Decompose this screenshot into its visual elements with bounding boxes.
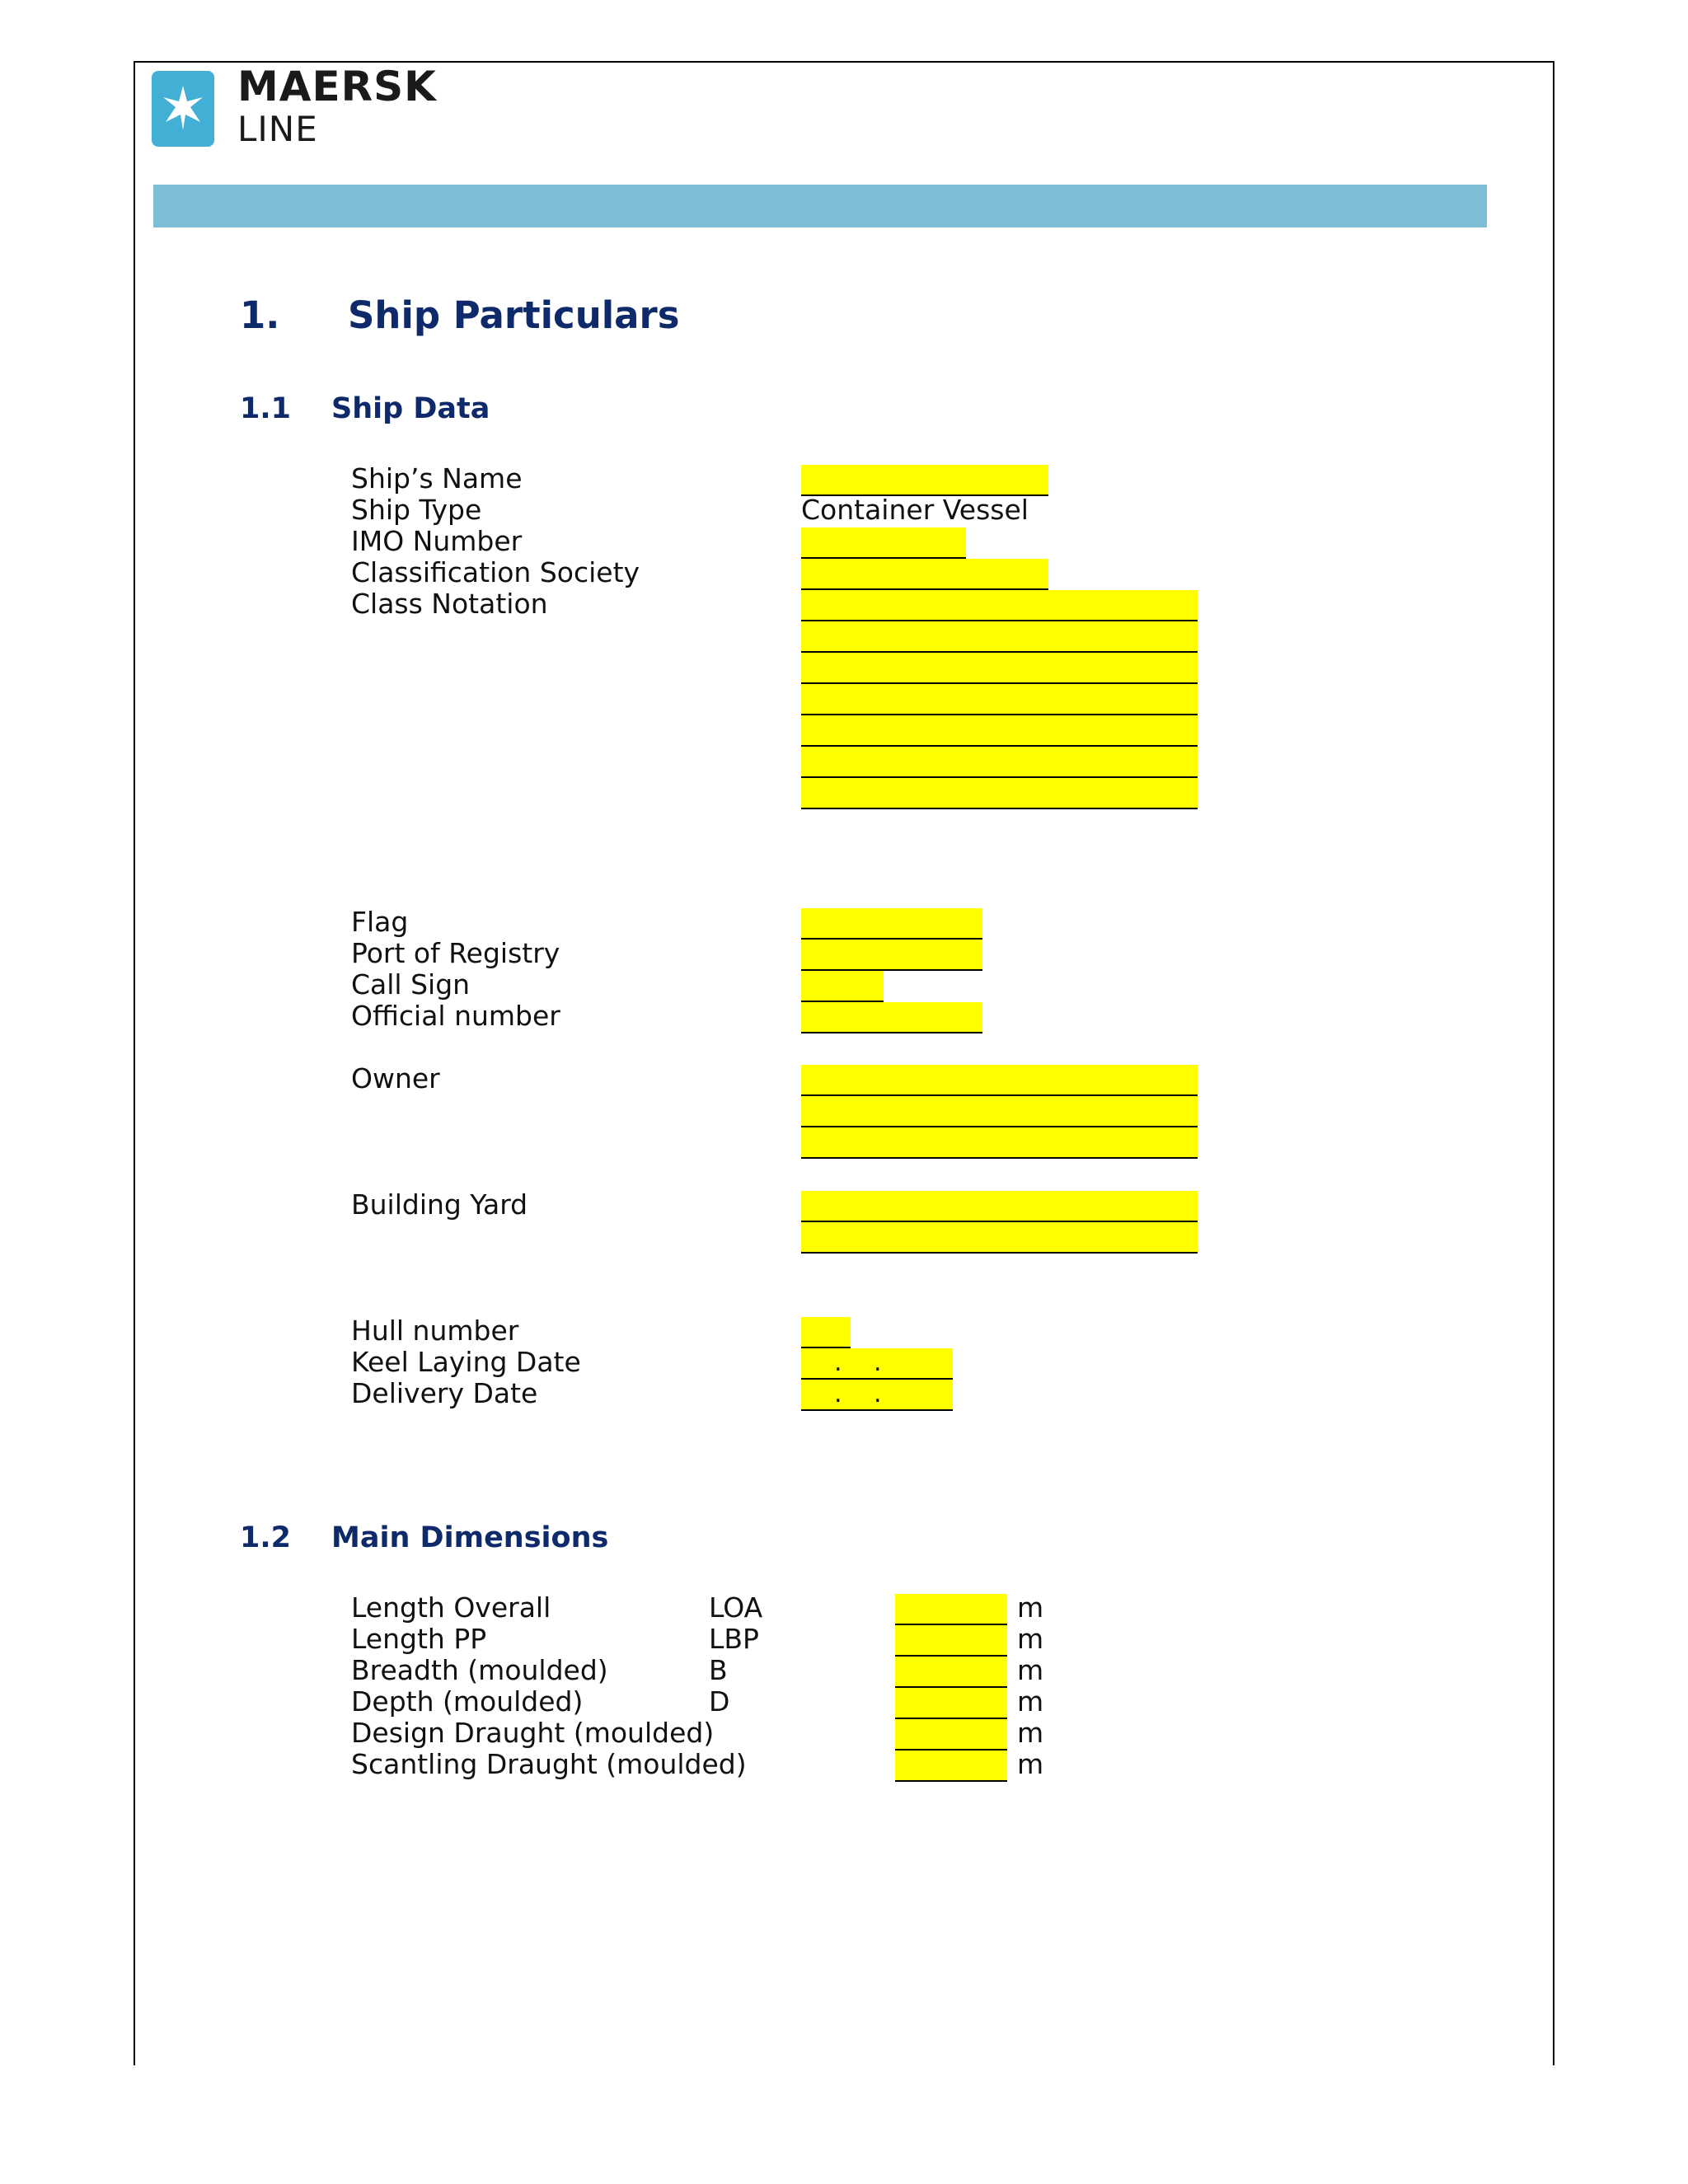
- subsection-number-ship-data: 1.1: [240, 392, 292, 425]
- delivery-date-field[interactable]: [801, 1380, 953, 1411]
- label-keel-laying-date: Keel Laying Date: [351, 1346, 581, 1378]
- call-sign-field[interactable]: [801, 971, 884, 1002]
- unit-lbp: m: [1017, 1623, 1044, 1655]
- breadth-field[interactable]: [895, 1657, 1007, 1688]
- label-classification-society: Classification Society: [351, 556, 640, 588]
- building-yard-field-2[interactable]: [801, 1222, 1198, 1254]
- date-separator: .: [874, 1380, 882, 1408]
- imo-number-field[interactable]: [801, 527, 966, 559]
- label-breadth: Breadth (moulded): [351, 1654, 608, 1686]
- class-notation-field-5[interactable]: [801, 715, 1198, 747]
- label-class-notation: Class Notation: [351, 588, 548, 620]
- label-flag: Flag: [351, 906, 409, 938]
- date-separator: .: [874, 1348, 882, 1377]
- keel-laying-date-field[interactable]: [801, 1348, 953, 1380]
- classification-society-field[interactable]: [801, 559, 1048, 590]
- page-frame: [134, 61, 1554, 2065]
- abbr-loa: LOA: [709, 1591, 763, 1624]
- brand-name: [237, 63, 437, 149]
- label-length-pp: Length PP: [351, 1623, 487, 1655]
- star-icon: [157, 82, 209, 135]
- class-notation-field-2[interactable]: [801, 621, 1198, 653]
- section-title: Ship Particulars: [348, 293, 680, 337]
- unit-loa: m: [1017, 1591, 1044, 1624]
- label-official-number: Official number: [351, 1000, 560, 1032]
- class-notation-field-3[interactable]: [801, 653, 1198, 684]
- scantling-draught-field[interactable]: [895, 1750, 1007, 1782]
- design-draught-field[interactable]: [895, 1719, 1007, 1750]
- owner-field-2[interactable]: [801, 1096, 1198, 1127]
- section-number: 1.: [240, 293, 280, 337]
- label-depth: Depth (moulded): [351, 1685, 584, 1718]
- maersk-star-logo: [152, 71, 214, 147]
- length-pp-field[interactable]: [895, 1625, 1007, 1657]
- date-separator: .: [834, 1348, 842, 1377]
- flag-field[interactable]: [801, 908, 982, 940]
- header-band: [153, 185, 1487, 227]
- unit-design-draught: m: [1017, 1717, 1044, 1749]
- label-hull-number: Hull number: [351, 1315, 519, 1347]
- abbr-d: D: [709, 1685, 730, 1718]
- subsection-title-ship-data: Ship Data: [331, 392, 490, 425]
- label-design-draught: Design Draught (moulded): [351, 1717, 715, 1749]
- abbr-lbp: LBP: [709, 1623, 759, 1655]
- brand-line-1: MAERSK: [237, 63, 437, 110]
- unit-depth: m: [1017, 1685, 1044, 1718]
- label-imo-number: IMO Number: [351, 525, 523, 557]
- hull-number-field[interactable]: [801, 1317, 851, 1348]
- class-notation-field-7[interactable]: [801, 778, 1198, 809]
- unit-scantling-draught: m: [1017, 1748, 1044, 1780]
- unit-breadth: m: [1017, 1654, 1044, 1686]
- subsection-number-main-dimensions: 1.2: [240, 1521, 292, 1554]
- subsection-title-main-dimensions: Main Dimensions: [331, 1521, 609, 1554]
- brand-line-2: LINE: [237, 109, 318, 149]
- ships-name-field[interactable]: [801, 465, 1048, 496]
- label-scantling-draught: Scantling Draught (moulded): [351, 1748, 747, 1780]
- label-building-yard: Building Yard: [351, 1188, 528, 1221]
- length-overall-field[interactable]: [895, 1594, 1007, 1625]
- date-separator: .: [834, 1380, 842, 1408]
- owner-field-1[interactable]: [801, 1065, 1198, 1096]
- label-ship-type: Ship Type: [351, 494, 482, 526]
- building-yard-field-1[interactable]: [801, 1191, 1198, 1222]
- label-length-overall: Length Overall: [351, 1591, 551, 1624]
- class-notation-field-1[interactable]: [801, 590, 1198, 621]
- class-notation-field-6[interactable]: [801, 747, 1198, 778]
- label-ships-name: Ship’s Name: [351, 462, 523, 494]
- label-call-sign: Call Sign: [351, 968, 471, 1001]
- owner-field-3[interactable]: [801, 1127, 1198, 1159]
- label-delivery-date: Delivery Date: [351, 1377, 538, 1409]
- ship-type-value: Container Vessel: [801, 494, 1029, 526]
- label-port-of-registry: Port of Registry: [351, 937, 560, 969]
- official-number-field[interactable]: [801, 1002, 982, 1033]
- port-of-registry-field[interactable]: [801, 940, 982, 971]
- depth-field[interactable]: [895, 1688, 1007, 1719]
- class-notation-field-4[interactable]: [801, 684, 1198, 715]
- label-owner: Owner: [351, 1062, 440, 1094]
- abbr-b: B: [709, 1654, 728, 1686]
